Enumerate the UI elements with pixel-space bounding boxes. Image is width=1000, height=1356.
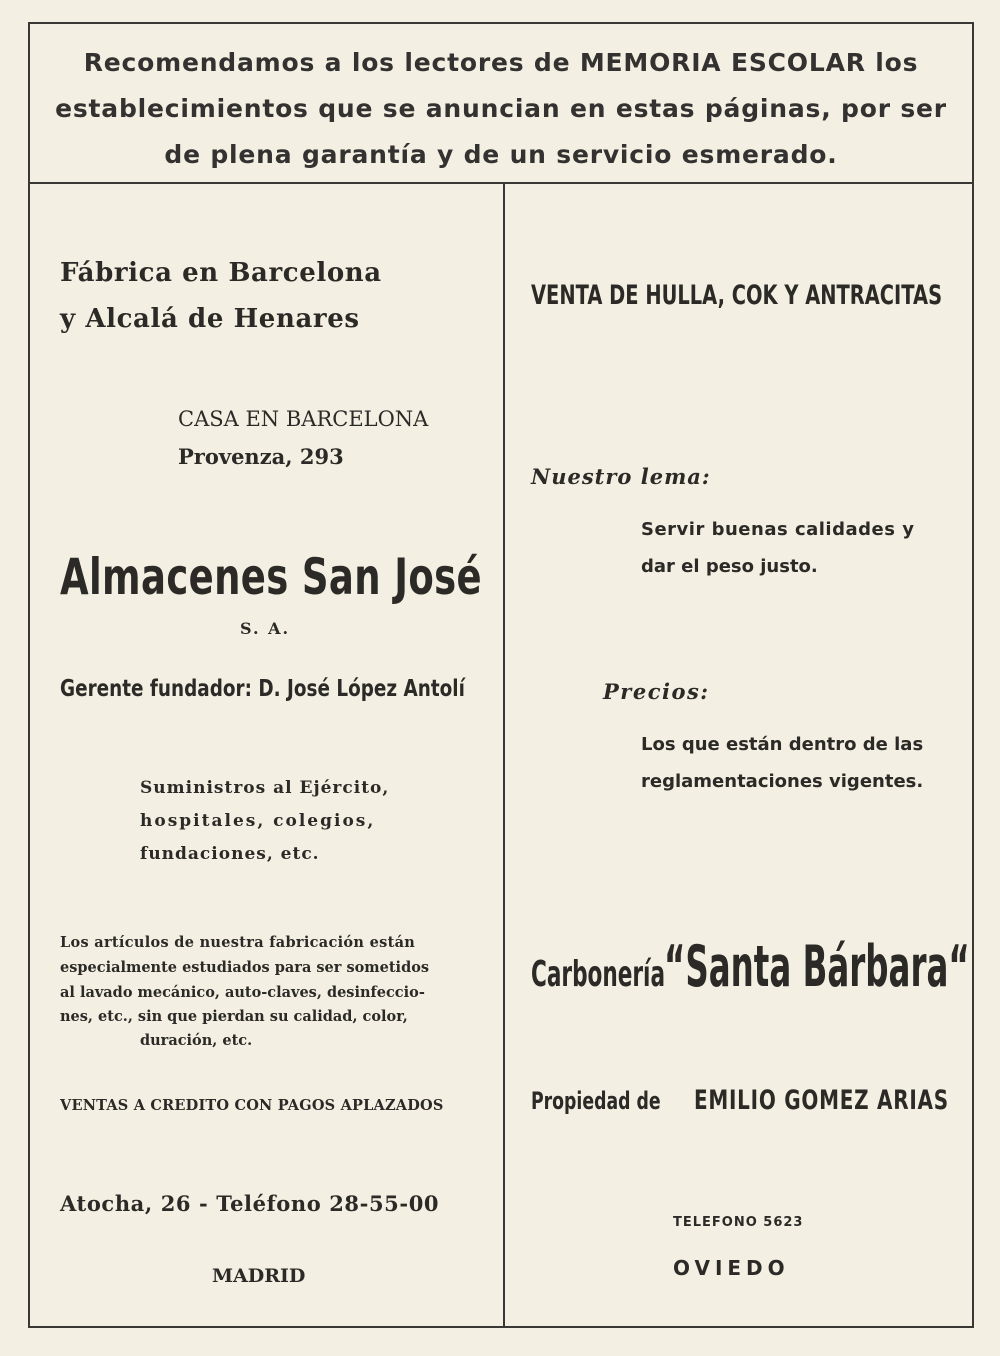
madrid-address: Atocha, 26 - Teléfono 28-55-00 <box>60 1191 440 1216</box>
description-line-5: duración, etc. <box>140 1032 253 1049</box>
oviedo-phone: TELEFONO 5623 <box>673 1215 804 1230</box>
motto-line-2: dar el peso justo. <box>641 556 818 577</box>
motto-line-1: Servir buenas calidades y <box>641 519 915 540</box>
manager-line: Gerente fundador: D. José López Antolí <box>60 676 465 702</box>
description-line-1: Los artículos de nuestra fabricación están <box>60 934 416 951</box>
header-line-2: establecimientos que se anuncian en estas páginas, por ser <box>55 94 947 123</box>
owner-label: Propiedad de <box>531 1087 661 1115</box>
shop-name: “Santa Bárbara“ <box>664 934 970 1000</box>
column-divider <box>503 184 505 1327</box>
description-line-2: especialmente estudiados para ser sometidos <box>60 959 430 976</box>
page-border <box>28 22 974 1328</box>
company-name: Almacenes San José <box>60 548 483 606</box>
factory-line-2: y Alcalá de Henares <box>60 304 360 334</box>
madrid-city: MADRID <box>212 1265 306 1287</box>
description-line-3: al lavado mecánico, auto-claves, desinfeccio- <box>60 984 425 1001</box>
supplies-line-1: Suministros al Ejército, <box>140 778 390 798</box>
prices-line-2: reglamentaciones vigentes. <box>641 771 924 792</box>
description-line-4: nes, etc., sin que pierdan su calidad, color, <box>60 1008 408 1025</box>
recommendation-header <box>30 24 972 184</box>
company-suffix: S. A. <box>240 619 291 638</box>
owner-name: EMILIO GOMEZ ARIAS <box>694 1085 949 1116</box>
header-line-1: Recomendamos a los lectores de MEMORIA ESCOLAR los <box>83 48 919 77</box>
motto-label: Nuestro lema: <box>531 464 711 489</box>
branch-line-2: Provenza, 293 <box>178 444 344 469</box>
products-line: VENTA DE HULLA, COK Y ANTRACITAS <box>531 280 943 311</box>
supplies-line-3: fundaciones, etc. <box>140 844 320 864</box>
supplies-line-2: hospitales, colegios, <box>140 811 376 831</box>
branch-line-1: CASA EN BARCELONA <box>178 407 429 431</box>
credit-line: VENTAS A CREDITO CON PAGOS APLAZADOS <box>60 1097 444 1114</box>
shop-prefix: Carbonería <box>531 954 666 995</box>
oviedo-city: OVIEDO <box>673 1256 790 1280</box>
prices-label: Precios: <box>603 679 710 704</box>
header-line-3: de plena garantía y de un servicio esmerado. <box>164 140 838 169</box>
prices-line-1: Los que están dentro de las <box>641 734 924 755</box>
factory-line-1: Fábrica en Barcelona <box>60 258 382 288</box>
